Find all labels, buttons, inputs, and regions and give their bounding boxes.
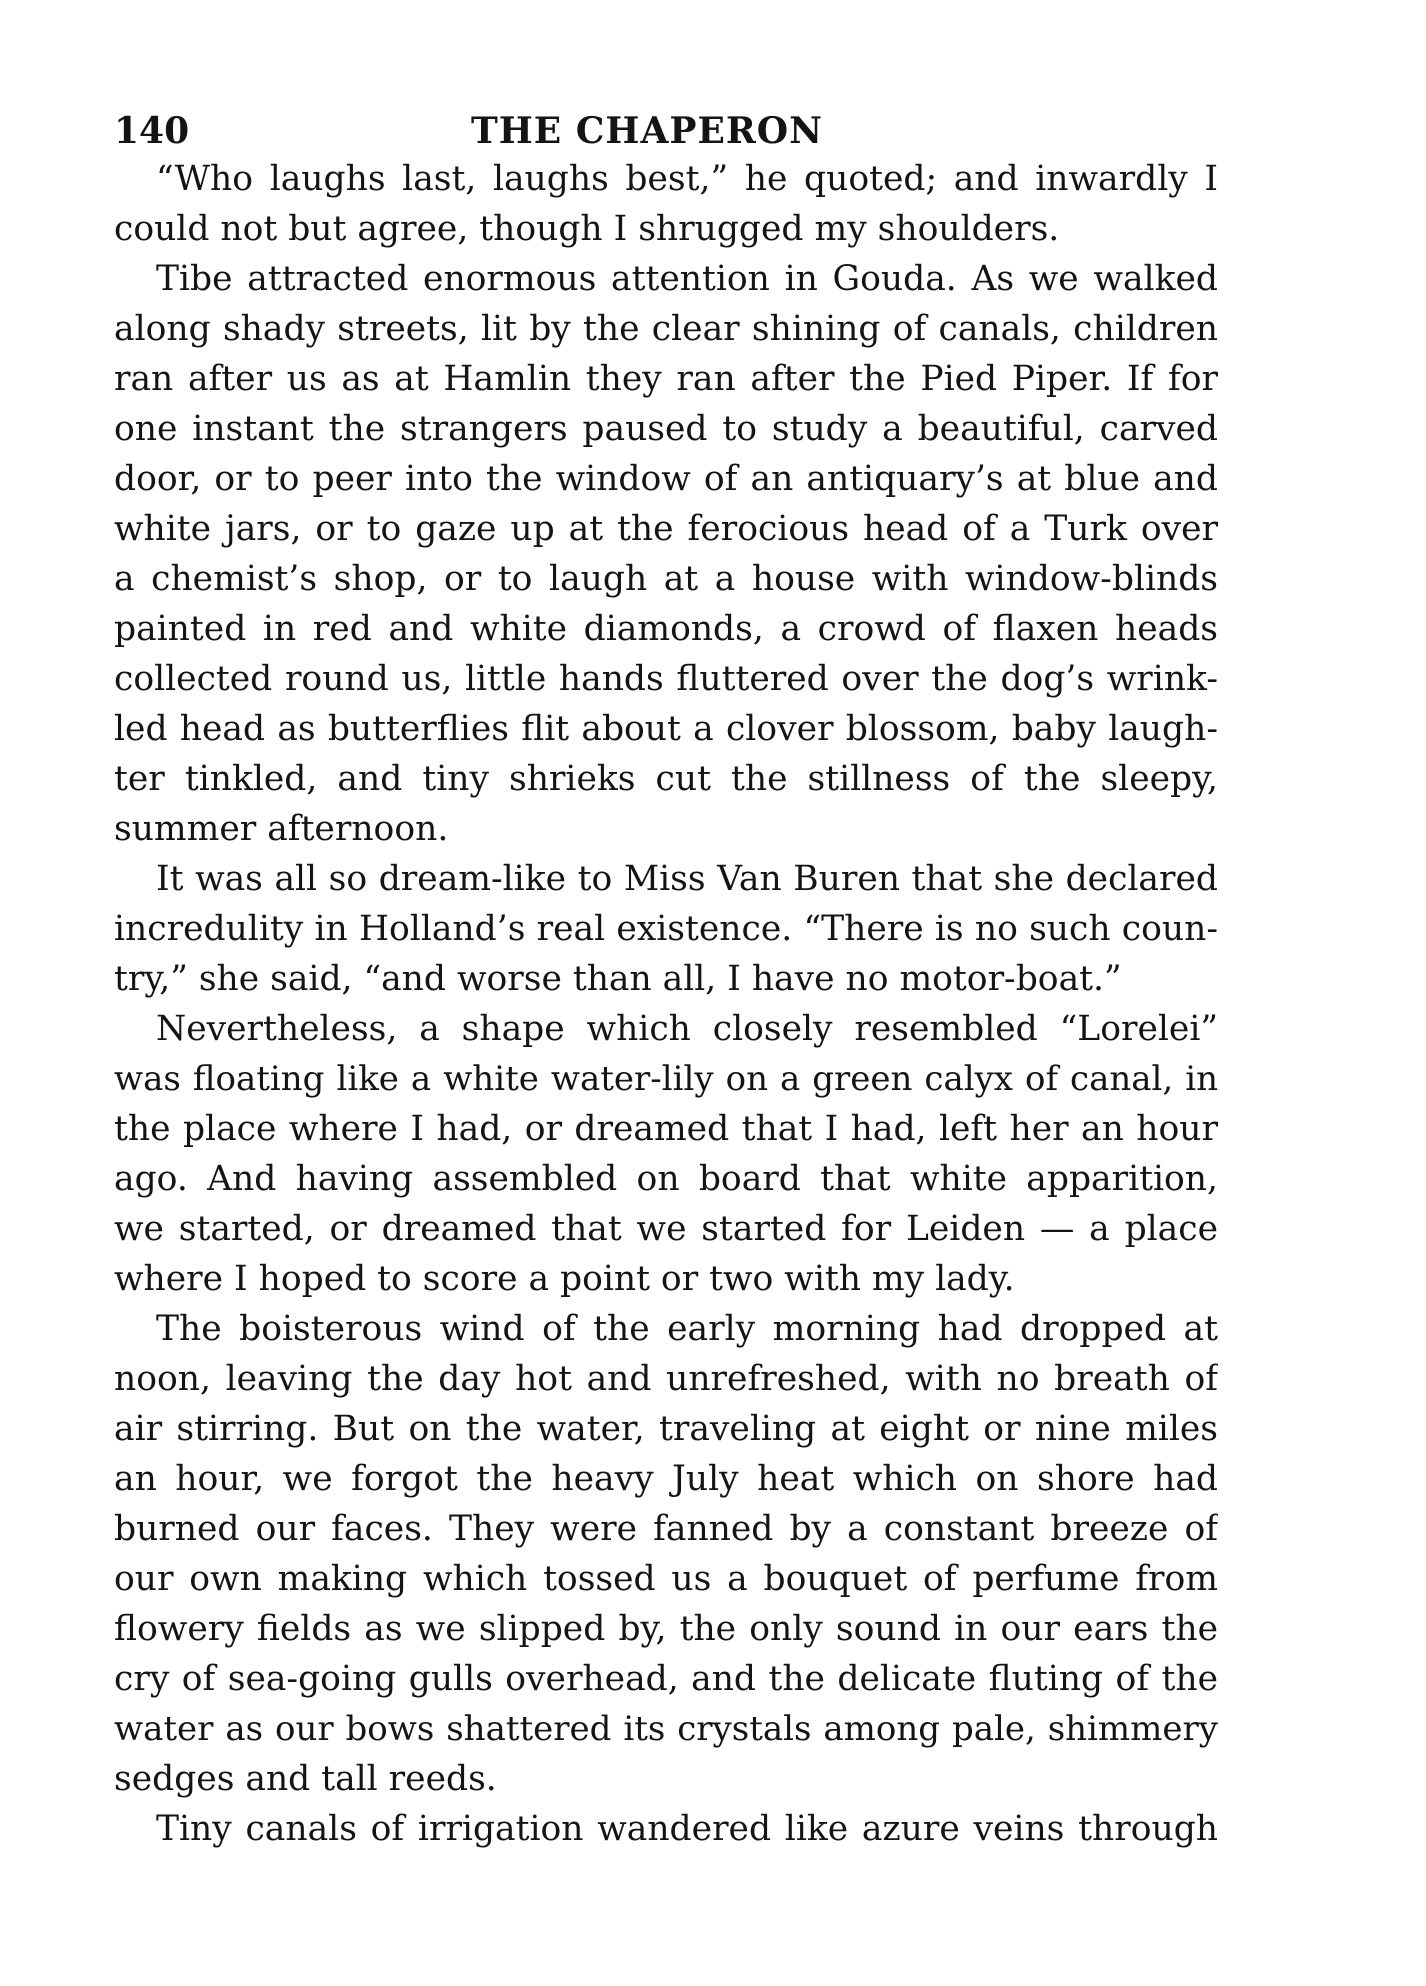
text-line: try,” she said, “and worse than all, I have no motor-boat.” — [114, 959, 1122, 999]
text-line: burned our faces. They were fanned by a constant breeze of — [114, 1509, 1218, 1549]
text-line: Nevertheless, a shape which closely resembled “Lorelei” — [156, 1009, 1218, 1049]
text-line: Tiny canals of irrigation wandered like azure veins through — [156, 1809, 1218, 1849]
text-line: was floating like a white water-lily on a green calyx of canal, in — [114, 1059, 1218, 1099]
text-line: flowery fields as we slipped by, the only sound in our ears the — [114, 1609, 1218, 1649]
text-line: ago. And having assembled on board that white apparition, — [114, 1159, 1218, 1199]
text-line: It was all so dream-like to Miss Van Buren that she declared — [156, 859, 1218, 899]
text-line: summer afternoon. — [114, 809, 449, 849]
text-line: could not but agree, though I shrugged my shoulders. — [114, 209, 1060, 249]
text-line: noon, leaving the day hot and unrefreshed, with no breath of — [114, 1359, 1218, 1399]
text-line: along shady streets, lit by the clear shining of canals, children — [114, 309, 1218, 349]
text-line: led head as butterflies flit about a clover blossom, baby laugh- — [114, 709, 1218, 749]
text-line: where I hoped to score a point or two with my lady. — [114, 1259, 1015, 1299]
running-head — [114, 106, 1214, 156]
text-line: an hour, we forgot the heavy July heat which on shore had — [114, 1459, 1218, 1499]
text-line: air stirring. But on the water, traveling at eight or nine miles — [114, 1409, 1218, 1449]
text-line: water as our bows shattered its crystals among pale, shimmery — [114, 1709, 1218, 1749]
text-line: we started, or dreamed that we started for Leiden — a place — [114, 1209, 1218, 1249]
text-line: cry of sea-going gulls overhead, and the delicate fluting of the — [114, 1659, 1218, 1699]
text-line: Tibe attracted enormous attention in Gouda. As we walked — [156, 259, 1218, 299]
body-text — [114, 154, 1218, 1854]
text-line: The boisterous wind of the early morning had dropped at — [156, 1309, 1218, 1349]
text-line: one instant the strangers paused to study a beautiful, carved — [114, 409, 1218, 449]
text-line: collected round us, little hands fluttered over the dog’s wrink- — [114, 659, 1218, 699]
text-line: sedges and tall reeds. — [114, 1759, 497, 1799]
text-line: our own making which tossed us a bouquet of perfume from — [114, 1559, 1218, 1599]
text-line: “Who laughs last, laughs best,” he quoted; and inwardly I — [156, 159, 1218, 199]
text-line: incredulity in Holland’s real existence. “There is no such coun- — [114, 909, 1218, 949]
running-title: THE CHAPERON — [471, 110, 824, 152]
text-line: painted in red and white diamonds, a crowd of flaxen heads — [114, 609, 1218, 649]
text-line: ter tinkled, and tiny shrieks cut the stillness of the sleepy, — [114, 759, 1218, 799]
text-line: door, or to peer into the window of an antiquary’s at blue and — [114, 459, 1218, 499]
text-line: white jars, or to gaze up at the ferocious head of a Turk over — [114, 509, 1218, 549]
text-line: the place where I had, or dreamed that I had, left her an hour — [114, 1109, 1218, 1149]
text-line: ran after us as at Hamlin they ran after the Pied Piper. If for — [114, 359, 1218, 399]
text-line: a chemist’s shop, or to laugh at a house with window-blinds — [114, 559, 1218, 599]
page-number: 140 — [114, 110, 190, 152]
